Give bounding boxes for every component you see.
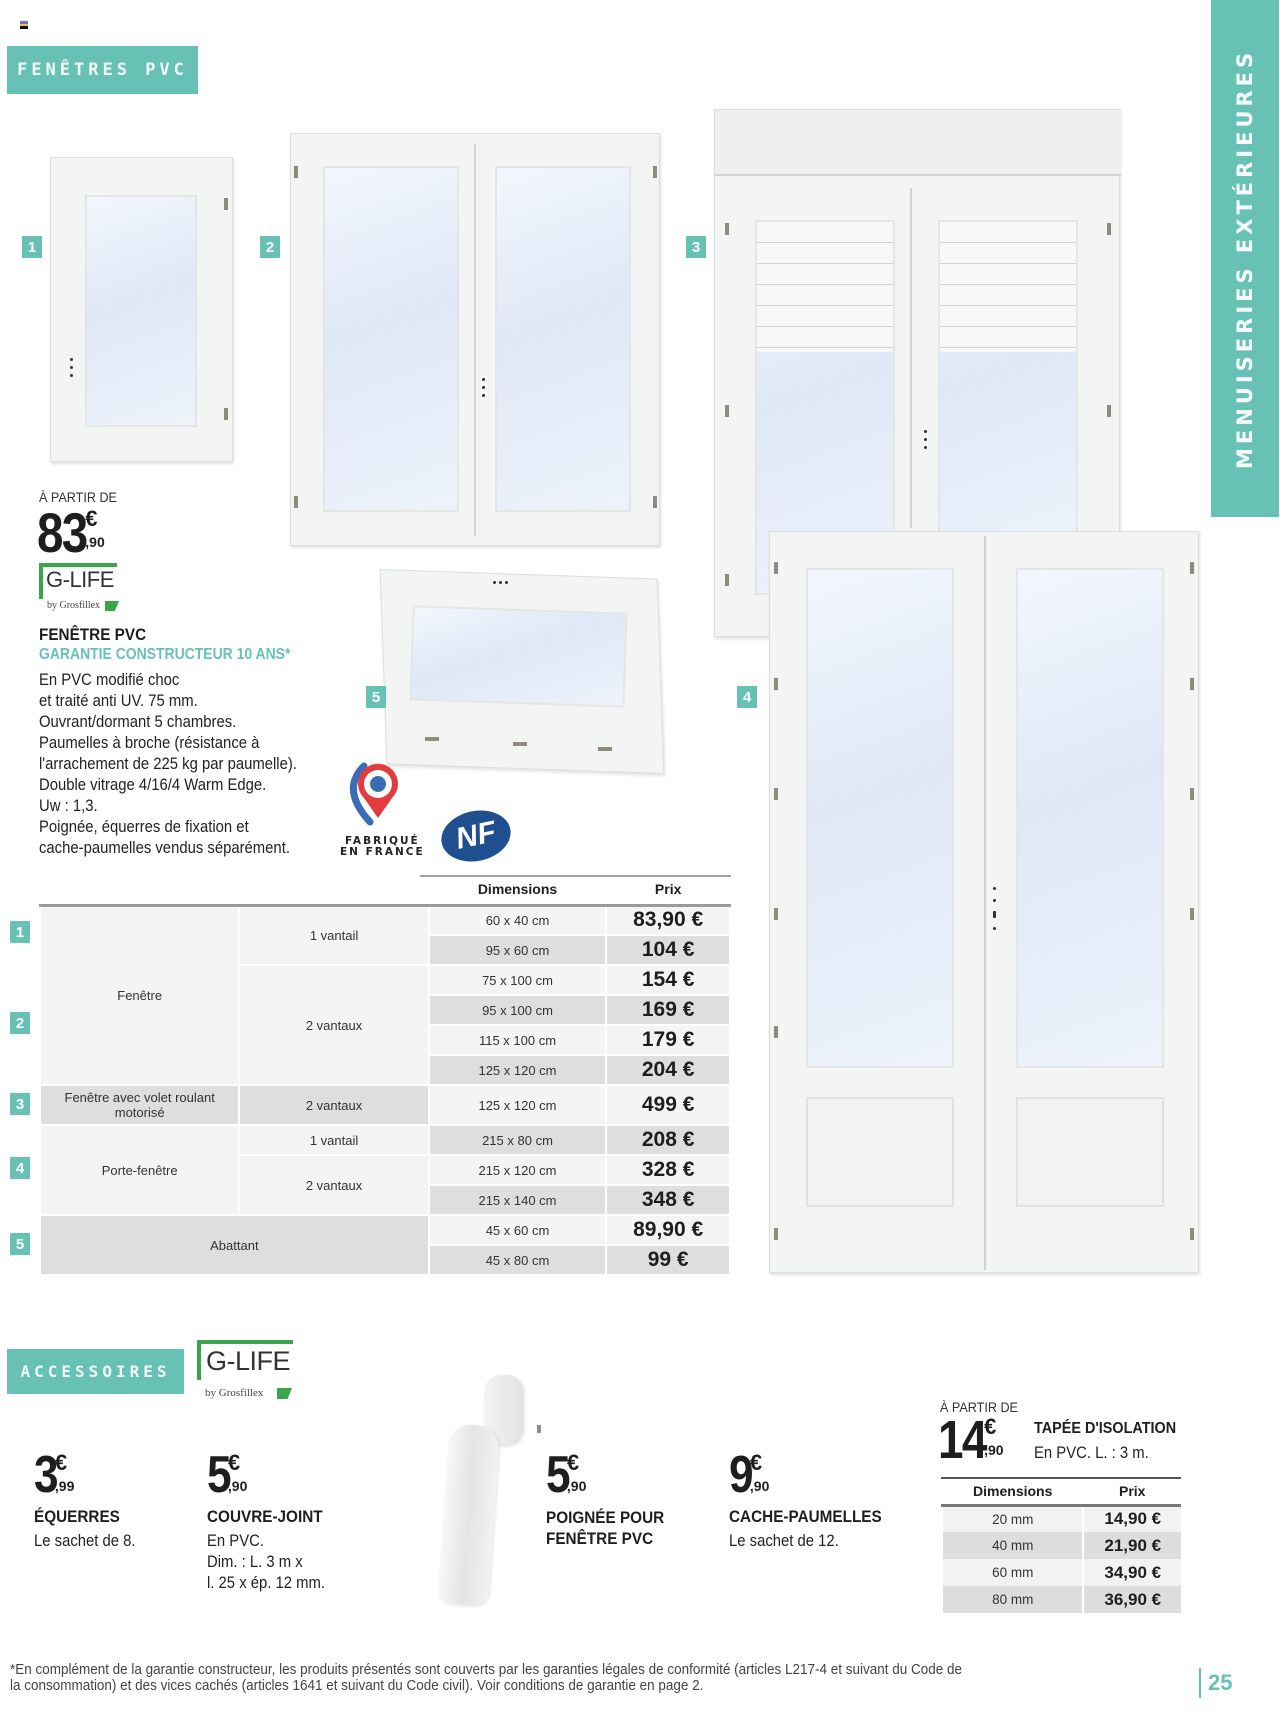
product-badge-1: 1 — [22, 236, 42, 258]
shutter-box — [715, 110, 1121, 176]
made-in-france-label: FABRIQUÉ EN FRANCE — [340, 835, 425, 858]
nf-certification-logo: NF — [437, 804, 516, 867]
leaves-cell: 2 vantaux — [239, 1155, 428, 1215]
accessory-price: 9 € ,90 — [729, 1446, 770, 1504]
table-row: 60 mm 34,90 € — [942, 1559, 1181, 1586]
g-life-logo: G-LIFE by Grosfillex — [197, 1340, 297, 1406]
tapee-description: En PVC. L. : 3 m. — [1034, 1444, 1149, 1462]
product-badge-2: 2 — [260, 236, 280, 258]
handle-icon — [923, 430, 927, 449]
price-integer: 83 — [37, 501, 87, 564]
price-cents: ,90 — [85, 534, 105, 550]
side-tab-category: MENUISERIES EXTÉRIEURES — [1211, 0, 1279, 517]
handle-icon — [69, 358, 73, 377]
handle-icon — [992, 887, 996, 930]
accessory-price: 3 € ,99 — [34, 1446, 75, 1504]
accessory-price: 5 € ,90 — [546, 1446, 587, 1504]
table-row: 45 x 80 cm 99 € — [40, 1245, 730, 1275]
table-badge-5: 5 — [10, 1233, 30, 1255]
accessory-description: Le sachet de 8. — [34, 1532, 136, 1550]
table-header-blank — [40, 875, 429, 905]
main-price — [37, 501, 105, 564]
table-row: 115 x 100 cm 179 € — [40, 1025, 730, 1055]
type-cell: Abattant — [40, 1215, 429, 1275]
product-image-poignee — [440, 1375, 540, 1615]
accessory-title: POIGNÉE POUR FENÊTRE PVC — [546, 1508, 665, 1548]
accessory-description: Le sachet de 12. — [729, 1532, 839, 1550]
leaves-cell: 2 vantaux — [239, 1085, 428, 1125]
table-header-prix: Prix — [606, 875, 730, 905]
table-row: 125 x 120 cm 204 € — [40, 1055, 730, 1085]
from-label: À PARTIR DE — [39, 489, 117, 505]
accessory-title: COUVRE-JOINT — [207, 1507, 323, 1526]
table-badge-3: 3 — [10, 1093, 30, 1115]
table-row: Fenêtre avec volet roulant motorisé 2 vantaux 125 x 120 cm 499 € — [40, 1085, 730, 1125]
product-badge-5: 5 — [366, 686, 386, 708]
g-life-logo: G-LIFE by Grosfillex — [39, 563, 129, 623]
price-table — [39, 875, 731, 1276]
tapee-title: TAPÉE D'ISOLATION — [1034, 1420, 1177, 1437]
roller-shutter — [940, 222, 1076, 352]
print-registration-mark — [20, 21, 28, 29]
roller-shutter — [757, 222, 893, 352]
table-row: 80 mm 36,90 € — [942, 1586, 1181, 1613]
section-label-fenetres-pvc: FENÊTRES PVC — [7, 46, 198, 94]
page-number-divider — [1199, 1668, 1201, 1698]
table-row: 40 mm 21,90 € — [942, 1532, 1181, 1559]
product-image-fenetre-2-vantaux — [290, 133, 660, 546]
product-badge-3: 3 — [686, 236, 706, 258]
leaves-cell: 1 vantail — [239, 905, 428, 965]
price-currency: € — [85, 506, 98, 531]
footnote: *En complément de la garantie constructeur, les produits présentés sont couverts par les garanties légales de conformité (articles L217-4 et suivant du Code de la consommation) et des vices cachés (articles 1641 et suivant du Code civil). Voir conditions de garantie en page 2. — [10, 1662, 962, 1694]
table-row: 2 vantaux 75 x 100 cm 154 € — [40, 965, 730, 995]
table-row: 95 x 100 cm 169 € — [40, 995, 730, 1025]
table-row: 20 mm 14,90 € — [942, 1505, 1181, 1532]
table-header-dimensions: Dimensions — [942, 1479, 1083, 1505]
section-label-accessoires: ACCESSOIRES — [7, 1349, 184, 1394]
type-cell: Porte-fenêtre — [40, 1125, 239, 1215]
product-description: En PVC modifié choc et traité anti UV. 75 mm. Ouvrant/dormant 5 chambres. Paumelles à broche (résistance à l'arrachement de 225 kg par paumelle). Double vitrage 4/16/4 Warm Edge. Uw : 1,3. Poignée, équerres de fixation et cache-paumelles vendus séparément. — [39, 671, 297, 857]
guarantee-text: GARANTIE CONSTRUCTEUR 10 ANS* — [39, 646, 291, 663]
product-image-porte-fenetre — [769, 531, 1199, 1273]
table-row: Fenêtre 1 vantail 60 x 40 cm 83,90 € — [40, 905, 730, 935]
table-badge-1: 1 — [10, 921, 30, 943]
tapee-price-table — [941, 1479, 1181, 1613]
table-row: Porte-fenêtre 1 vantail 215 x 80 cm 208 € — [40, 1125, 730, 1155]
table-row: 215 x 140 cm 348 € — [40, 1185, 730, 1215]
type-cell: Fenêtre avec volet roulant motorisé — [40, 1085, 239, 1125]
table-header-dimensions: Dimensions — [429, 875, 607, 905]
product-image-fenetre-1-vantail — [50, 157, 233, 462]
leaves-cell: 1 vantail — [239, 1125, 428, 1155]
tapee-price: 14 € ,90 — [938, 1410, 1004, 1470]
handle-icon — [493, 581, 513, 584]
made-in-france-pin-icon — [342, 756, 414, 836]
leaves-cell: 2 vantaux — [239, 965, 428, 1085]
handle-icon — [481, 378, 485, 397]
table-header-prix: Prix — [1083, 1479, 1181, 1505]
table-badge-4: 4 — [10, 1157, 30, 1179]
product-image-abattant — [383, 569, 683, 769]
accessory-title: CACHE-PAUMELLES — [729, 1507, 882, 1526]
from-label: À PARTIR DE — [940, 1399, 1018, 1415]
table-row: 2 vantaux 215 x 120 cm 328 € — [40, 1155, 730, 1185]
product-title: FENÊTRE PVC — [39, 625, 147, 644]
type-cell: Fenêtre — [40, 905, 239, 1085]
accessory-title: ÉQUERRES — [34, 1507, 120, 1526]
table-badge-2: 2 — [10, 1012, 30, 1034]
accessory-description: En PVC. Dim. : L. 3 m x l. 25 x ép. 12 mm. — [207, 1532, 326, 1592]
page-number: 25 — [1208, 1670, 1233, 1695]
table-row: Abattant 45 x 60 cm 89,90 € — [40, 1215, 730, 1245]
table-row: 95 x 60 cm 104 € — [40, 935, 730, 965]
accessory-price: 5 € ,90 — [207, 1446, 248, 1504]
product-badge-4: 4 — [737, 686, 757, 708]
